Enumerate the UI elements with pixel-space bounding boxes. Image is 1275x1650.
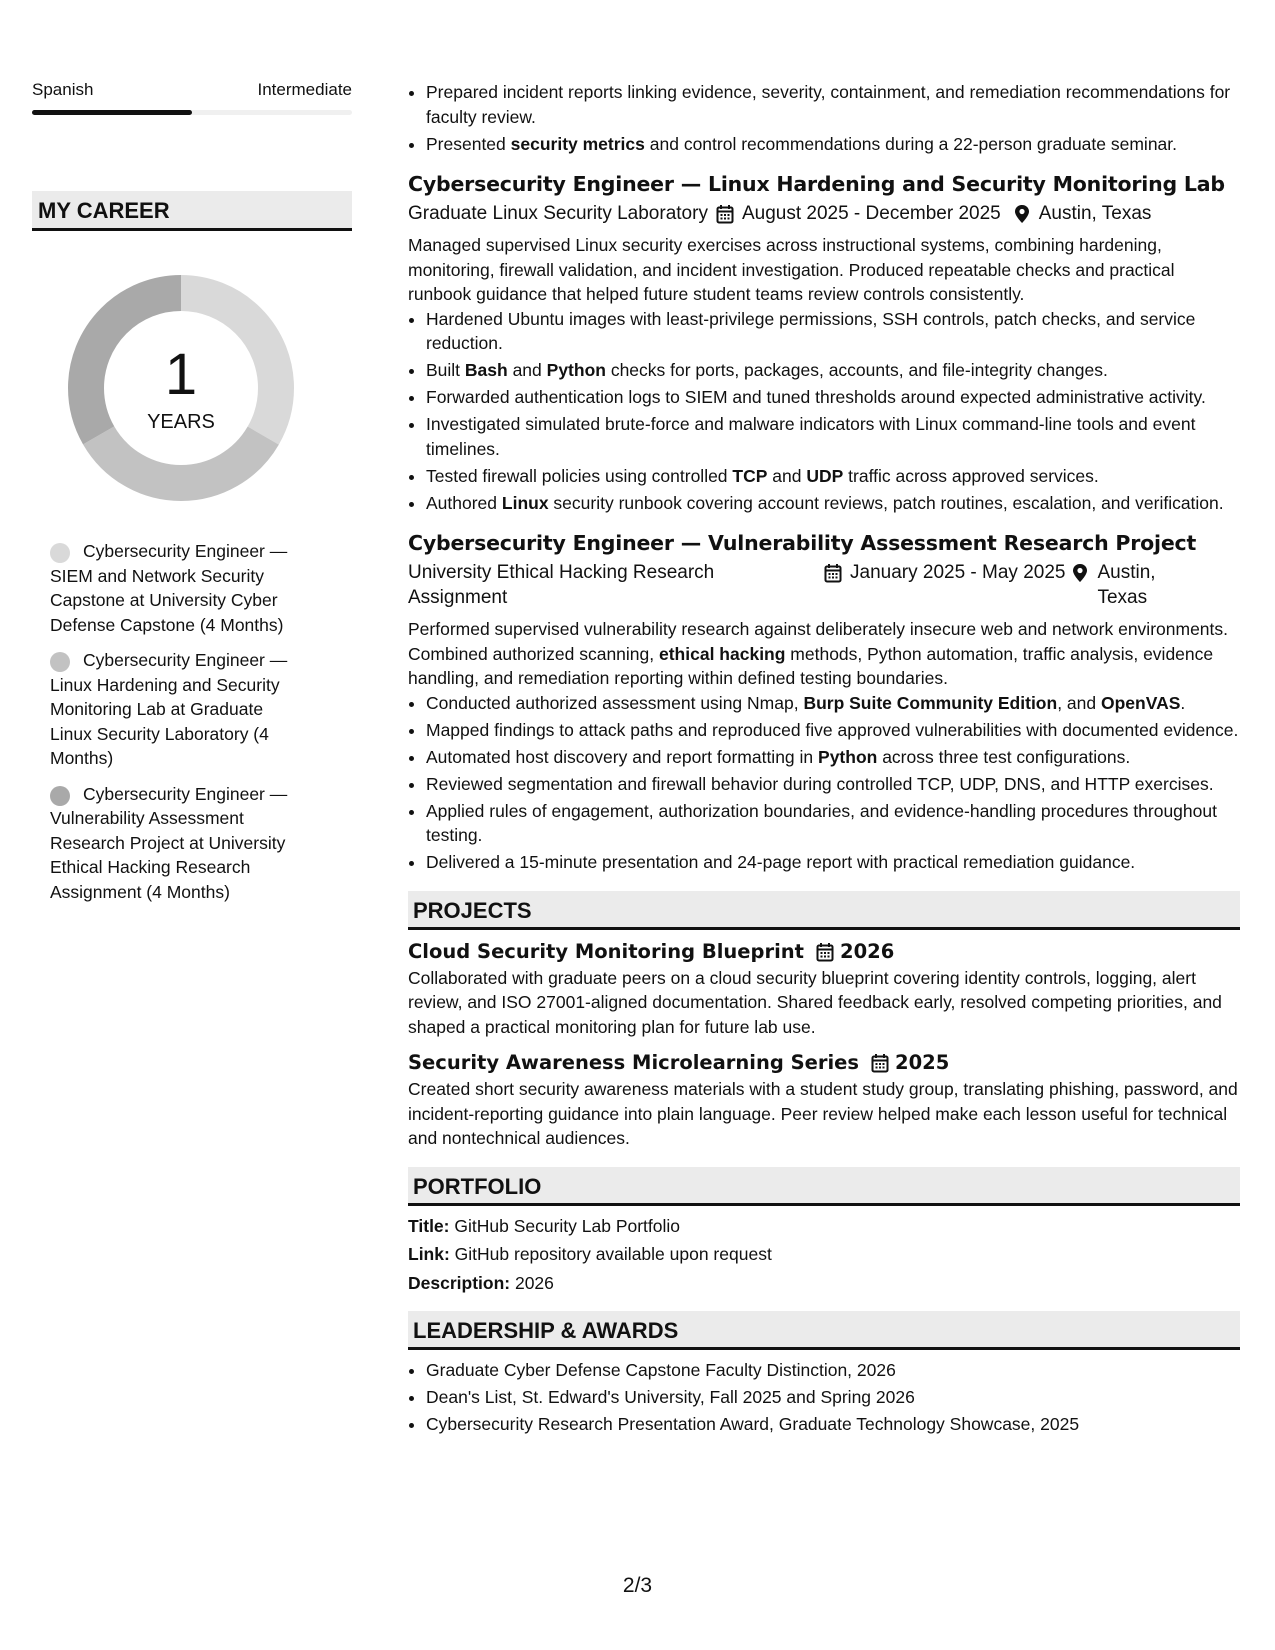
job-entry [408, 170, 1240, 515]
bullet-item: • Investigated simulated brute-force and malware indicators with Linux command-line tools and event timelines. [426, 412, 1240, 461]
bullet-item: • Hardened Ubuntu images with least-privilege permissions, SSH controls, patch checks, and service reduction. [426, 307, 1240, 356]
job-location: Austin, Texas [1071, 560, 1177, 610]
map-pin-icon [1071, 563, 1089, 583]
bullet-item: • Automated host discovery and report formatting in Python across three test configurations. [426, 745, 1240, 770]
award-item: • Cybersecurity Research Presentation Award, Graduate Technology Showcase, 2025 [426, 1412, 1240, 1437]
sidebar [32, 80, 352, 915]
job-dates: January 2025 - May 2025 [816, 560, 1065, 585]
career-legend-text: Cybersecurity Engineer — SIEM and Network Security Capstone at University Cyber Defense Capstone (4 Months) [50, 541, 288, 635]
portfolio-title: Title: GitHub Security Lab Portfolio [408, 1215, 681, 1236]
career-heading: MY CAREER [32, 191, 352, 231]
language-name: Spanish [32, 80, 94, 99]
bullet-item: • Built Bash and Python checks for ports, packages, accounts, and file-integrity changes. [426, 358, 1240, 383]
bullet-item: • Delivered a 15-minute presentation and 24-page report with practical remediation guidance. [426, 850, 1240, 875]
job-title: Cybersecurity Engineer — Linux Hardening and Security Monitoring Lab [408, 172, 1225, 196]
leadership-heading: LEADERSHIP & AWARDS [408, 1311, 1240, 1350]
job-bullets [408, 691, 1240, 875]
project-year: 2025 [895, 1051, 950, 1074]
intro-bullets [408, 80, 1240, 156]
leadership-list [408, 1358, 1240, 1437]
project-title: Cloud Security Monitoring Blueprint 2026 [408, 938, 1240, 966]
main-content [408, 80, 1240, 1439]
portfolio-link: Link: GitHub repository available upon request [408, 1244, 772, 1264]
portfolio-heading: PORTFOLIO [408, 1167, 1240, 1206]
job-title: Cybersecurity Engineer — Vulnerability Assessment Research Project [408, 531, 1197, 555]
career-legend-text: Cybersecurity Engineer — Vulnerability Assessment Research Project at University Ethical Hacking Research Assignment (4 Months) [50, 783, 288, 902]
language-level: Intermediate [257, 80, 352, 99]
legend-dot [50, 543, 70, 563]
legend-dot [50, 786, 70, 806]
job-location: Austin, Texas [1013, 201, 1152, 226]
projects-heading: PROJECTS [408, 891, 1240, 930]
calendar-icon [816, 942, 834, 962]
job-description: Managed supervised Linux security exercises across instructional systems, combining hardening, monitoring, firewall validation, and incident investigation. Produced repeatable checks and practical runbook guidance that helped future student teams review controls consistently. [408, 235, 1175, 304]
calendar-icon [871, 1053, 889, 1073]
project-year: 2026 [840, 939, 895, 963]
bullet-item: • Prepared incident reports linking evidence, severity, containment, and remediation recommendations for faculty review. [426, 80, 1240, 129]
award-item: • Graduate Cyber Defense Capstone Faculty Distinction, 2026 [426, 1358, 1240, 1383]
project-description: Created short security awareness materials with a student study group, translating phishing, password, and incident-reporting guidance into plain language. Peer review helped make each lesson useful for technical and nontechnical audiences. [408, 1079, 1238, 1148]
career-legend-item [50, 539, 308, 637]
project-entry [408, 938, 1240, 1040]
legend-dot [50, 652, 70, 672]
donut-unit: YEARS [147, 411, 215, 433]
job-entry [408, 529, 1240, 875]
calendar-icon [824, 563, 842, 583]
project-title: Security Awareness Microlearning Series 2025 [408, 1049, 1240, 1077]
project-description: Collaborated with graduate peers on a cloud security blueprint covering identity controls, logging, alert review, and ISO 27001-aligned documentation. Shared feedback early, resolved competing priorities, and shaped a practical monitoring plan for future lab use. [408, 967, 1222, 1037]
bullet-item: • Mapped findings to attack paths and reproduced five approved vulnerabilities with documented evidence. [426, 718, 1240, 743]
job-organization: University Ethical Hacking Research Assignment [408, 562, 715, 608]
page-number: 2/3 [622, 1574, 653, 1597]
award-item: • Dean's List, St. Edward's University, Fall 2025 and Spring 2026 [426, 1385, 1240, 1410]
bullet-item: • Tested firewall policies using controlled TCP and UDP traffic across approved services. [426, 464, 1240, 489]
map-pin-icon [1013, 204, 1031, 224]
bullet-item: • Forwarded authentication logs to SIEM and tuned thresholds around expected administrative activity. [426, 385, 1240, 410]
career-legend [50, 539, 308, 904]
job-organization: Graduate Linux Security Laboratory [408, 203, 708, 224]
bullet-item: • Presented security metrics and control recommendations during a 22-person graduate seminar. [426, 132, 1240, 157]
job-description: Performed supervised vulnerability research against deliberately insecure web and network environments. Combined authorized scanning, ethical hacking methods, Python automation, traffic analysis, evidence handling, and remediation reporting within defined testing boundaries. [408, 619, 1229, 688]
career-legend-item [50, 782, 308, 905]
job-meta [408, 560, 1240, 610]
career-legend-text: Cybersecurity Engineer — Linux Hardening and Security Monitoring Lab at Graduate Linux Security Laboratory (4 Months) [50, 650, 288, 768]
job-meta [408, 201, 1240, 226]
calendar-icon [716, 204, 734, 224]
job-bullets [408, 307, 1240, 516]
bullet-item: • Reviewed segmentation and firewall behavior during controlled TCP, UDP, DNS, and HTTP exercises. [426, 772, 1240, 797]
donut-number: 1 [164, 342, 198, 407]
career-legend-item [50, 648, 308, 771]
job-dates: August 2025 - December 2025 [708, 201, 1001, 226]
career-donut-chart [66, 273, 296, 503]
portfolio-description: Description: 2026 [408, 1272, 554, 1293]
language-proficiency-fill [32, 110, 192, 115]
bullet-item: • Applied rules of engagement, authorization boundaries, and evidence-handling procedures throughout testing. [426, 799, 1240, 848]
bullet-item: • Conducted authorized assessment using Nmap, Burp Suite Community Edition, and OpenVAS. [426, 691, 1240, 716]
language-row [32, 80, 352, 102]
project-entry [408, 1049, 1240, 1151]
bullet-item: • Authored Linux security runbook covering account reviews, patch routines, escalation, and verification. [426, 491, 1240, 516]
language-proficiency-bar [32, 110, 352, 115]
